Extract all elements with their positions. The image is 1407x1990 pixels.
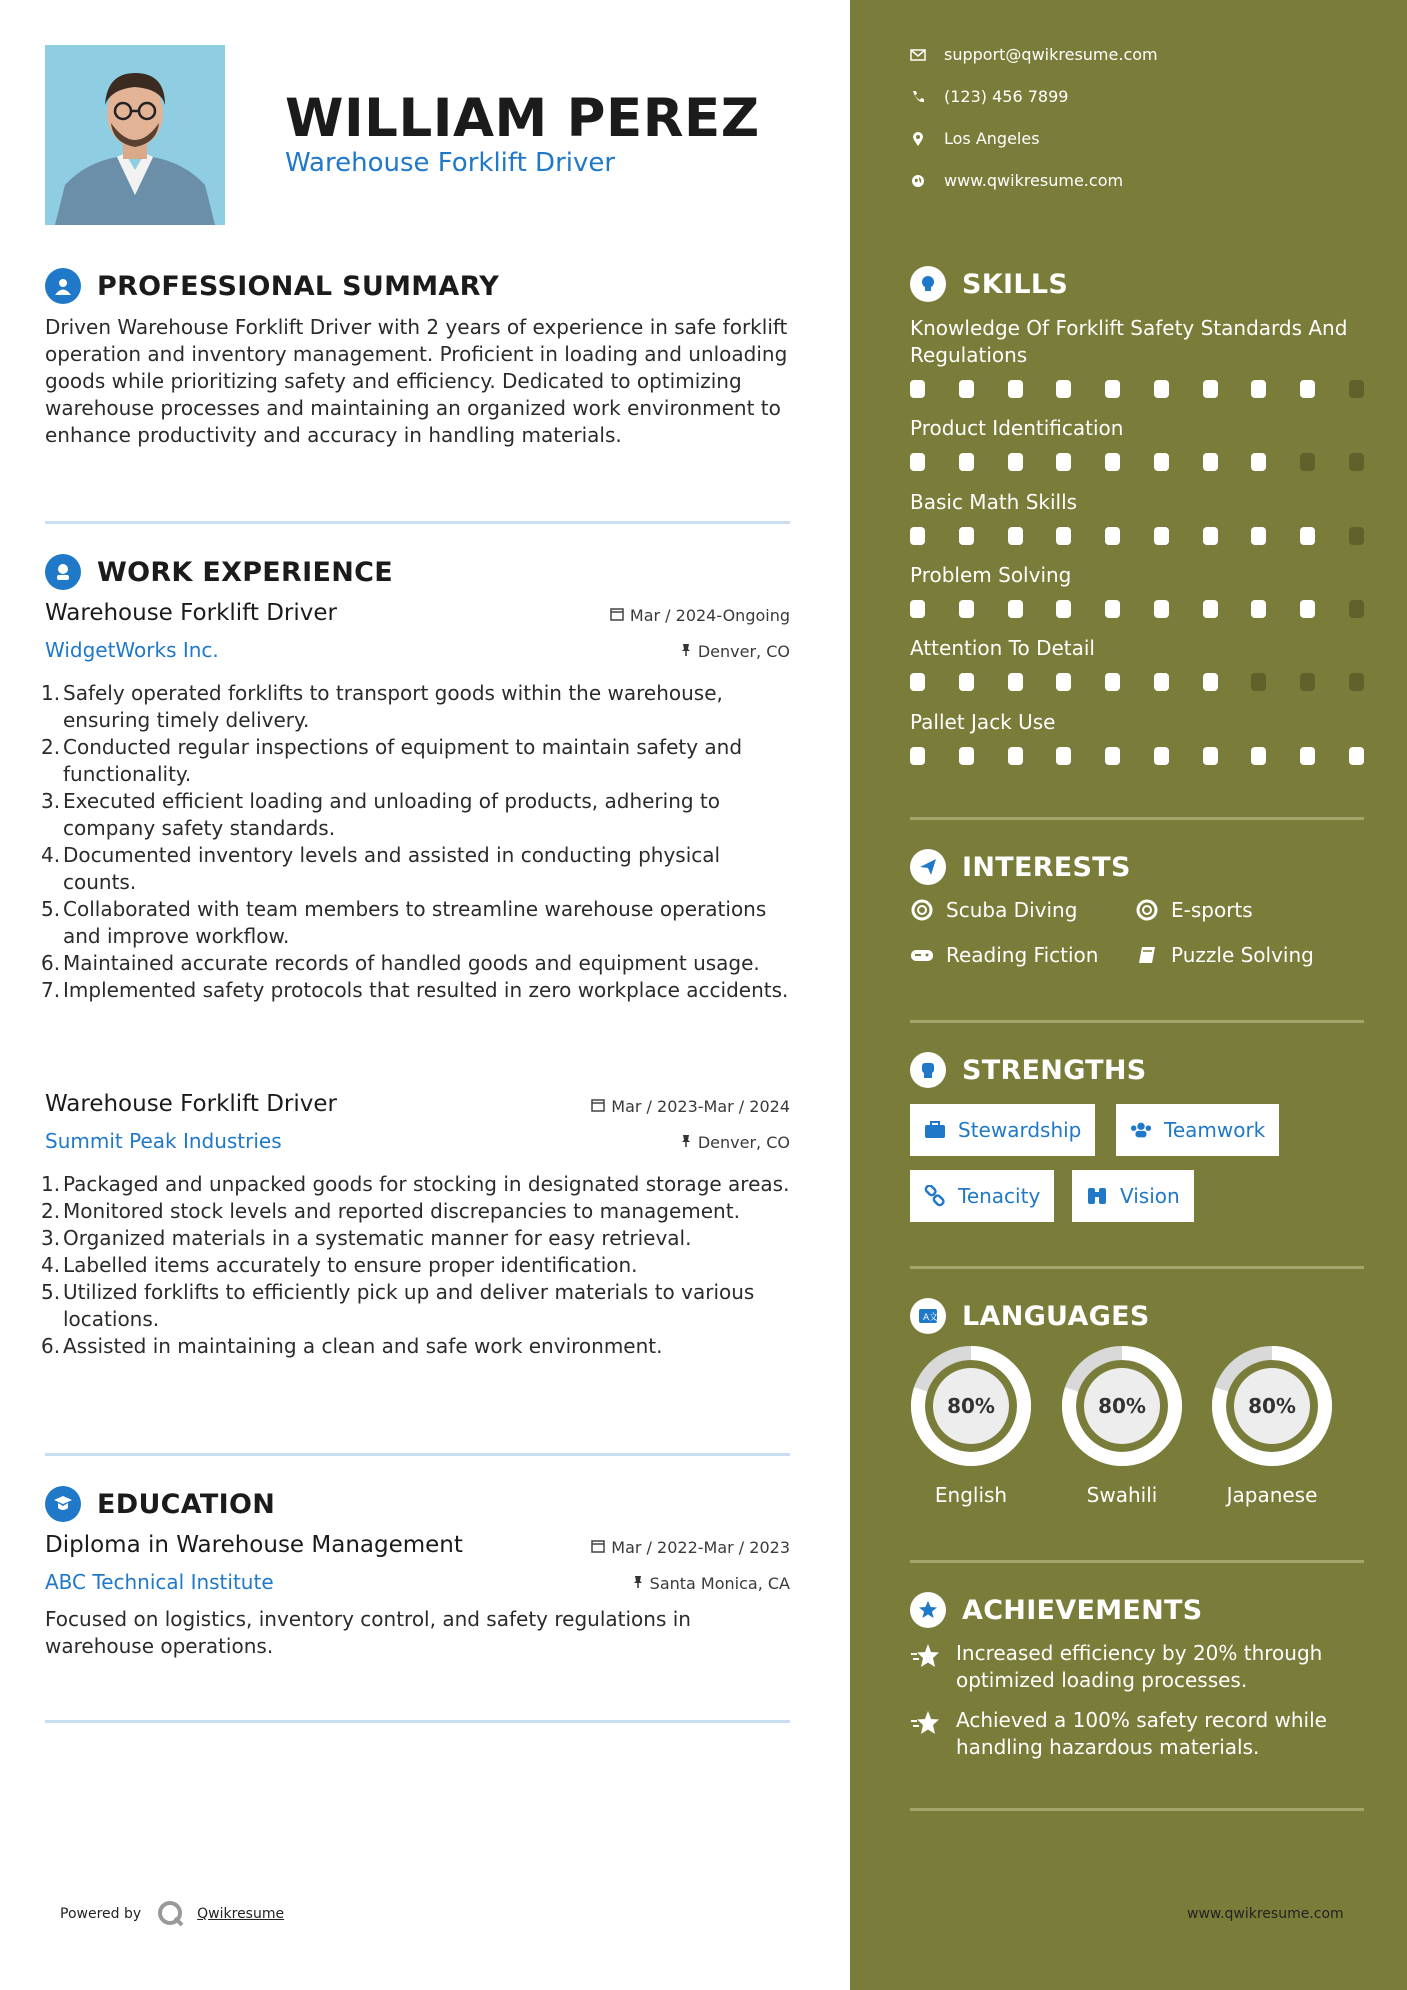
skill-dot-filled bbox=[1008, 527, 1023, 545]
skill-dot-filled bbox=[1056, 747, 1071, 765]
job-date: Mar / 2024-Ongoing bbox=[610, 606, 790, 625]
skill-dot-filled bbox=[1056, 380, 1071, 398]
list-item: 3. Organized materials in a systematic manner for easy retrieval. bbox=[41, 1226, 692, 1250]
skill-dot-filled bbox=[959, 673, 974, 691]
skill-name: Knowledge Of Forklift Safety Standards And Regulations bbox=[910, 316, 1348, 367]
divider bbox=[910, 1808, 1364, 1811]
skill-rating bbox=[910, 453, 1364, 471]
list-item: 3. Executed efficient loading and unloading of products, adhering to company safety standards. bbox=[41, 789, 721, 840]
users-icon bbox=[1130, 1119, 1152, 1141]
list-item: 5. Collaborated with team members to streamline warehouse operations and improve workflow. bbox=[41, 897, 767, 948]
briefcase-icon bbox=[924, 1119, 946, 1141]
skill-dot-filled bbox=[910, 747, 925, 765]
skill-dot-filled bbox=[1105, 673, 1120, 691]
globe-icon bbox=[910, 173, 926, 189]
map-pin-icon bbox=[910, 131, 926, 147]
star-badge-icon bbox=[910, 1592, 946, 1628]
languages-header: A 文 LANGUAGES bbox=[910, 1298, 1150, 1334]
skill-dot-filled bbox=[1154, 453, 1169, 471]
language-item bbox=[910, 1345, 1032, 1507]
skill-dot-empty bbox=[1349, 673, 1364, 691]
qwikresume-logo-icon bbox=[157, 1900, 185, 1928]
skill-dot-filled bbox=[910, 673, 925, 691]
divider bbox=[45, 1453, 790, 1456]
footer-website[interactable]: www.qwikresume.com bbox=[1187, 1906, 1344, 1922]
svg-text:80%: 80% bbox=[947, 1394, 995, 1418]
pin-icon bbox=[680, 642, 692, 661]
school: ABC Technical Institute bbox=[45, 1570, 274, 1594]
skill-dot-filled bbox=[910, 527, 925, 545]
education-location: Santa Monica, CA bbox=[632, 1574, 790, 1593]
list-item: 7. Implemented safety protocols that resulted in zero workplace accidents. bbox=[41, 978, 789, 1002]
skill-rating bbox=[910, 747, 1364, 765]
skill-dot-empty bbox=[1251, 673, 1266, 691]
list-item: 2. Monitored stock levels and reported discrepancies to management. bbox=[41, 1199, 740, 1223]
skill-dot-filled bbox=[1251, 600, 1266, 618]
list-item: 4. Labelled items accurately to ensure proper identification. bbox=[41, 1253, 638, 1277]
star-icon bbox=[910, 1642, 940, 1672]
divider bbox=[910, 1560, 1364, 1563]
list-item: 4. Documented inventory levels and assisted in conducting physical counts. bbox=[41, 843, 721, 894]
interest-item: E-sports bbox=[1135, 898, 1253, 922]
list-item: 1. Safely operated forklifts to transport goods within the warehouse, ensuring timely delivery. bbox=[41, 681, 723, 732]
contact-phone[interactable]: (123) 456 7899 bbox=[910, 87, 1068, 106]
profile-photo bbox=[45, 45, 225, 225]
experience-title: WORK EXPERIENCE bbox=[97, 556, 393, 588]
skill-dot-filled bbox=[959, 527, 974, 545]
skill-dot-filled bbox=[1056, 453, 1071, 471]
language-progress-ring bbox=[910, 1345, 1032, 1467]
skill-dot-filled bbox=[1349, 747, 1364, 765]
skill-dot-filled bbox=[1056, 600, 1071, 618]
binoculars-icon bbox=[1086, 1185, 1108, 1207]
briefcase-icon bbox=[45, 554, 81, 590]
life-ring-icon bbox=[910, 898, 934, 922]
language-item bbox=[1211, 1345, 1333, 1507]
pin-icon bbox=[632, 1574, 644, 1593]
strength-chip: Tenacity bbox=[910, 1170, 1054, 1222]
skill-dot-filled bbox=[1008, 673, 1023, 691]
calendar-icon bbox=[591, 1538, 605, 1557]
candidate-role: Warehouse Forklift Driver bbox=[285, 148, 616, 178]
language-item bbox=[1061, 1345, 1183, 1507]
skill-dot-empty bbox=[1349, 527, 1364, 545]
skill-dot-filled bbox=[1203, 673, 1218, 691]
list-item: 5. Utilized forklifts to efficiently pick up and deliver materials to various locations. bbox=[41, 1280, 755, 1331]
contact-website[interactable]: www.qwikresume.com bbox=[910, 171, 1123, 190]
language-progress-ring bbox=[1061, 1345, 1183, 1467]
svg-text:文: 文 bbox=[929, 1313, 938, 1323]
skill-dot-filled bbox=[1105, 527, 1120, 545]
skill-dot-filled bbox=[1056, 673, 1071, 691]
education-text: Focused on logistics, inventory control, and safety regulations in warehouse operations. bbox=[45, 1607, 691, 1658]
skill-dot-filled bbox=[959, 600, 974, 618]
skill-dot-filled bbox=[1008, 380, 1023, 398]
interests-header: INTERESTS bbox=[910, 849, 1131, 885]
book-icon bbox=[1135, 943, 1159, 967]
contact-email[interactable]: support@qwikresume.com bbox=[910, 45, 1158, 64]
language-name: English bbox=[934, 1483, 1008, 1507]
language-progress-ring bbox=[1211, 1345, 1333, 1467]
skill-dot-filled bbox=[1300, 527, 1315, 545]
skill-dot-filled bbox=[1105, 453, 1120, 471]
language-name: Japanese bbox=[1226, 1483, 1318, 1507]
job-date: Mar / 2023-Mar / 2024 bbox=[591, 1097, 790, 1116]
pin-icon bbox=[680, 1133, 692, 1152]
list-item: 6. Maintained accurate records of handled goods and equipment usage. bbox=[41, 951, 760, 975]
skill-dot-filled bbox=[1251, 527, 1266, 545]
candidate-name: WILLIAM PEREZ bbox=[285, 88, 760, 149]
lightbulb-icon bbox=[910, 266, 946, 302]
skill-dot-filled bbox=[1105, 600, 1120, 618]
job-duties bbox=[41, 1171, 790, 1360]
footer-powered: Powered by Qwikresume bbox=[60, 1900, 284, 1928]
skill-dot-filled bbox=[959, 453, 974, 471]
skill-dot-filled bbox=[1203, 527, 1218, 545]
skill-dot-filled bbox=[1300, 600, 1315, 618]
achievements-header: ACHIEVEMENTS bbox=[910, 1592, 1203, 1628]
skill-dot-filled bbox=[1203, 453, 1218, 471]
skill-dot-filled bbox=[1154, 380, 1169, 398]
skill-dot-empty bbox=[1300, 453, 1315, 471]
paper-plane-icon bbox=[910, 849, 946, 885]
calendar-icon bbox=[610, 606, 624, 625]
life-ring-icon bbox=[1135, 898, 1159, 922]
skill-rating bbox=[910, 527, 1364, 545]
skill-dot-filled bbox=[1300, 747, 1315, 765]
degree: Diploma in Warehouse Management bbox=[45, 1532, 463, 1558]
skill-name: Basic Math Skills bbox=[910, 490, 1078, 514]
job-duties bbox=[41, 680, 790, 1004]
skill-dot-filled bbox=[959, 747, 974, 765]
education-title: EDUCATION bbox=[97, 1488, 276, 1520]
skill-dot-filled bbox=[1300, 380, 1315, 398]
language-icon bbox=[910, 1298, 946, 1334]
svg-text:A: A bbox=[923, 1313, 930, 1323]
skill-rating bbox=[910, 600, 1364, 618]
skill-dot-filled bbox=[1154, 600, 1169, 618]
summary-text: Driven Warehouse Forklift Driver with 2 years of experience in safe forklift operation and inventory management. Proficient in loading and unloading goods while prioritizing safety and efficiency. Dedicated to optimizing warehouse processes and maintaining an organized work environment to enhance productivity and accuracy in handling materials. bbox=[45, 315, 788, 447]
skills-header: SKILLS bbox=[910, 266, 1068, 302]
skill-dot-empty bbox=[1349, 380, 1364, 398]
skill-dot-filled bbox=[1251, 380, 1266, 398]
summary-section bbox=[45, 266, 790, 449]
skill-dot-filled bbox=[1056, 527, 1071, 545]
strength-chip: Vision bbox=[1072, 1170, 1194, 1222]
job-company: WidgetWorks Inc. bbox=[45, 638, 219, 662]
divider bbox=[910, 1266, 1364, 1269]
link-icon bbox=[924, 1185, 946, 1207]
skill-dot-filled bbox=[1203, 747, 1218, 765]
contact-location: Los Angeles bbox=[910, 129, 1040, 148]
skill-name: Attention To Detail bbox=[910, 636, 1095, 660]
skill-dot-filled bbox=[910, 600, 925, 618]
interest-item: Reading Fiction bbox=[910, 943, 1098, 967]
skill-dot-filled bbox=[1154, 747, 1169, 765]
divider bbox=[45, 1720, 790, 1723]
phone-icon bbox=[910, 89, 926, 105]
job-title: Warehouse Forklift Driver bbox=[45, 1091, 337, 1117]
skill-dot-filled bbox=[1154, 527, 1169, 545]
brand-link[interactable]: Qwikresume bbox=[197, 1906, 285, 1922]
skill-dot-empty bbox=[1300, 673, 1315, 691]
skill-dot-filled bbox=[1251, 453, 1266, 471]
skill-dot-filled bbox=[1008, 453, 1023, 471]
list-item: 6. Assisted in maintaining a clean and safe work environment. bbox=[41, 1334, 663, 1358]
strengths-header: STRENGTHS bbox=[910, 1052, 1147, 1088]
language-name: Swahili bbox=[1086, 1483, 1158, 1507]
strength-chip: Stewardship bbox=[910, 1104, 1095, 1156]
list-item: 1. Packaged and unpacked goods for stocking in designated storage areas. bbox=[41, 1172, 790, 1196]
skill-dot-empty bbox=[1349, 453, 1364, 471]
divider bbox=[45, 521, 790, 524]
skill-dot-filled bbox=[910, 453, 925, 471]
job-location: Denver, CO bbox=[680, 642, 790, 661]
job-title: Warehouse Forklift Driver bbox=[45, 600, 337, 626]
skill-dot-filled bbox=[1154, 673, 1169, 691]
skill-name: Problem Solving bbox=[910, 563, 1072, 587]
skill-dot-filled bbox=[910, 380, 925, 398]
strength-chip: Teamwork bbox=[1116, 1104, 1279, 1156]
achievement-item: Achieved a 100% safety record while handling hazardous materials. bbox=[910, 1707, 1364, 1761]
skill-dot-filled bbox=[1105, 380, 1120, 398]
divider bbox=[910, 1020, 1364, 1023]
experience-section bbox=[45, 552, 790, 592]
calendar-icon bbox=[591, 1097, 605, 1116]
skill-dot-filled bbox=[1203, 380, 1218, 398]
skill-rating bbox=[910, 673, 1364, 691]
gamepad-icon bbox=[910, 943, 934, 967]
job-company: Summit Peak Industries bbox=[45, 1129, 282, 1153]
skill-name: Pallet Jack Use bbox=[910, 710, 1056, 734]
skill-dot-filled bbox=[1105, 747, 1120, 765]
achievement-item: Increased efficiency by 20% through optimized loading processes. bbox=[910, 1640, 1364, 1694]
education-date: Mar / 2022-Mar / 2023 bbox=[591, 1538, 790, 1557]
skill-dot-filled bbox=[959, 380, 974, 398]
divider bbox=[910, 817, 1364, 820]
skill-dot-filled bbox=[1008, 600, 1023, 618]
fist-icon bbox=[910, 1052, 946, 1088]
svg-text:80%: 80% bbox=[1098, 1394, 1146, 1418]
graduation-icon bbox=[45, 1486, 81, 1522]
job-location: Denver, CO bbox=[680, 1133, 790, 1152]
interest-item: Puzzle Solving bbox=[1135, 943, 1314, 967]
user-icon bbox=[45, 268, 81, 304]
list-item: 2. Conducted regular inspections of equipment to maintain safety and functionality. bbox=[41, 735, 743, 786]
skill-dot-filled bbox=[1251, 747, 1266, 765]
mail-icon bbox=[910, 47, 926, 63]
education-section bbox=[45, 1484, 790, 1524]
svg-text:80%: 80% bbox=[1248, 1394, 1296, 1418]
interest-item: Scuba Diving bbox=[910, 898, 1077, 922]
summary-title: PROFESSIONAL SUMMARY bbox=[97, 270, 500, 302]
skill-rating bbox=[910, 380, 1364, 398]
skill-dot-filled bbox=[1203, 600, 1218, 618]
skill-dot-empty bbox=[1349, 600, 1364, 618]
skill-name: Product Identification bbox=[910, 416, 1124, 440]
skill-dot-filled bbox=[1008, 747, 1023, 765]
star-icon bbox=[910, 1709, 940, 1739]
